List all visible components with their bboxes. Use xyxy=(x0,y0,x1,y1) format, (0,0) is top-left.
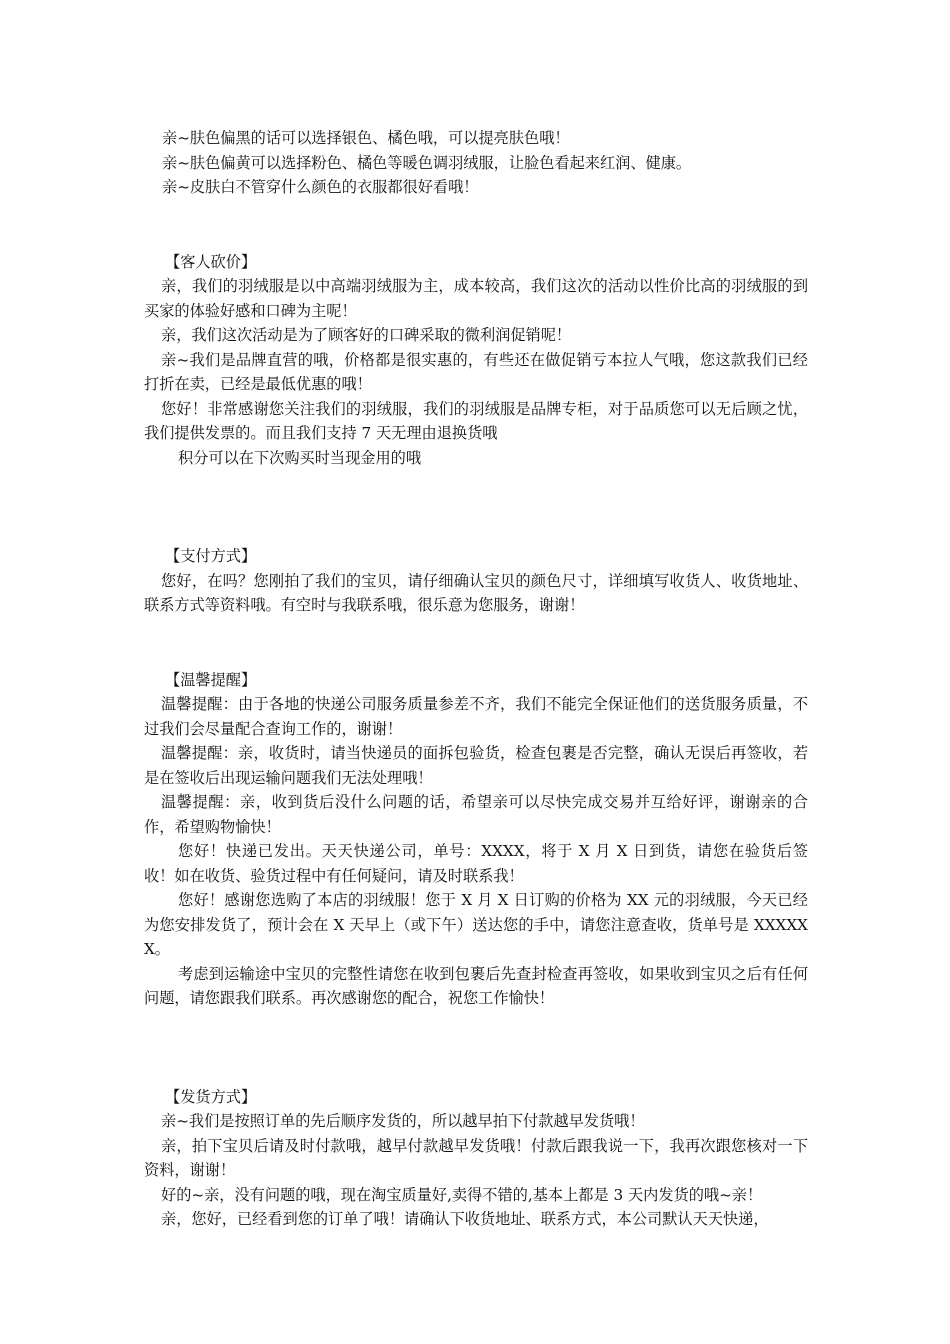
bargain-section xyxy=(144,250,808,471)
spacer xyxy=(144,470,808,544)
payment-section xyxy=(144,544,808,618)
spacer xyxy=(144,618,808,668)
skin-tone-section xyxy=(144,126,808,200)
shipping-section xyxy=(144,1085,808,1232)
reminder-paragraph: 您好！快递已发出。天天快递公司，单号：XXXX，将于 X 月 X 日到货，请您在验货后签收！如在收货、验货过程中有任何疑问，请及时联系我！ xyxy=(144,842,808,885)
shipping-paragraph: 亲，您好，已经看到您的订单了哦！请确认下收货地址、联系方式，本公司默认天天快递， xyxy=(161,1210,769,1228)
bargain-paragraph: 亲，我们这次活动是为了顾客好的口碑采取的微利润促销呢！ xyxy=(161,326,572,344)
shipping-paragraph: 好的~亲，没有问题的哦，现在淘宝质量好,卖得不错的,基本上都是 3 天内发货的哦~亲！ xyxy=(161,1185,763,1204)
spacer xyxy=(144,1011,808,1085)
bargain-paragraph: 您好！非常感谢您关注我们的羽绒服，我们的羽绒服是品牌专柜，对于品质您可以无后顾之忧，我们提供发票的。而且我们支持 7 天无理由退换货哦 xyxy=(144,399,808,442)
section-heading-bargain: 【客人砍价】 xyxy=(165,252,257,271)
reminder-paragraph: 温馨提醒：亲，收到货后没什么问题的话，希望亲可以尽快完成交易并互给好评，谢谢亲的合作，希望购物愉快！ xyxy=(144,793,808,836)
reminder-paragraph: 温馨提醒：亲，收货时，请当快递员的面拆包验货，检查包裹是否完整，确认无误后再签收，若是在签收后出现运输问题我们无法处理哦！ xyxy=(144,744,808,787)
skin-tone-line: 亲~肤色偏黑的话可以选择银色、橘色哦，可以提亮肤色哦！ xyxy=(162,129,570,147)
reminder-paragraph: 您好！感谢您选购了本店的羽绒服！您于 X 月 X 日订购的价格为 XX 元的羽绒服，今天已经为您安排发货了，预计会在 X 天早上（或下午）送达您的手中，请您注意查收，货单号是 XXXXXX。 xyxy=(144,891,808,958)
section-heading-payment: 【支付方式】 xyxy=(165,547,257,565)
reminder-paragraph: 温馨提醒：由于各地的快递公司服务质量参差不齐，我们不能完全保证他们的送货服务质量，不过我们会尽量配合查询工作的，谢谢！ xyxy=(144,695,808,738)
bargain-paragraph: 亲，我们的羽绒服是以中高端羽绒服为主，成本较高，我们这次的活动以性价比高的羽绒服的到买家的体验好感和口碑为主呢！ xyxy=(144,277,808,320)
section-heading-shipping: 【发货方式】 xyxy=(165,1087,257,1106)
bargain-paragraph: 积分可以在下次购买时当现金用的哦 xyxy=(178,448,421,467)
shipping-paragraph: 亲~我们是按照订单的先后顺序发货的，所以越早拍下付款越早发货哦！ xyxy=(161,1112,645,1130)
payment-paragraph: 您好，在吗？您刚拍了我们的宝贝，请仔细确认宝贝的颜色尺寸，详细填写收货人、收货地址、联系方式等资料哦。有空时与我联系哦，很乐意为您服务，谢谢！ xyxy=(144,571,808,614)
reminder-section xyxy=(144,668,808,1011)
shipping-paragraph: 亲，拍下宝贝后请及时付款哦，越早付款越早发货哦！付款后跟我说一下，我再次跟您核对一下资料，谢谢！ xyxy=(144,1136,808,1179)
bargain-paragraph: 亲~我们是品牌直营的哦，价格都是很实惠的，有些还在做促销亏本拉人气哦，您这款我们已经打折在卖，已经是最低优惠的哦！ xyxy=(144,350,808,393)
spacer xyxy=(144,200,808,250)
document-page xyxy=(144,126,808,1232)
section-heading-reminder: 【温馨提醒】 xyxy=(165,670,257,689)
skin-tone-line: 亲~肤色偏黄可以选择粉色、橘色等暖色调羽绒服，让脸色看起来红润、健康。 xyxy=(162,153,692,172)
skin-tone-line: 亲~皮肤白不管穿什么颜色的衣服都很好看哦！ xyxy=(162,178,479,196)
reminder-paragraph: 考虑到运输途中宝贝的完整性请您在收到包裹后先查封检查再签收，如果收到宝贝之后有任何问题，请您跟我们联系。再次感谢您的配合，祝您工作愉快！ xyxy=(144,964,808,1007)
